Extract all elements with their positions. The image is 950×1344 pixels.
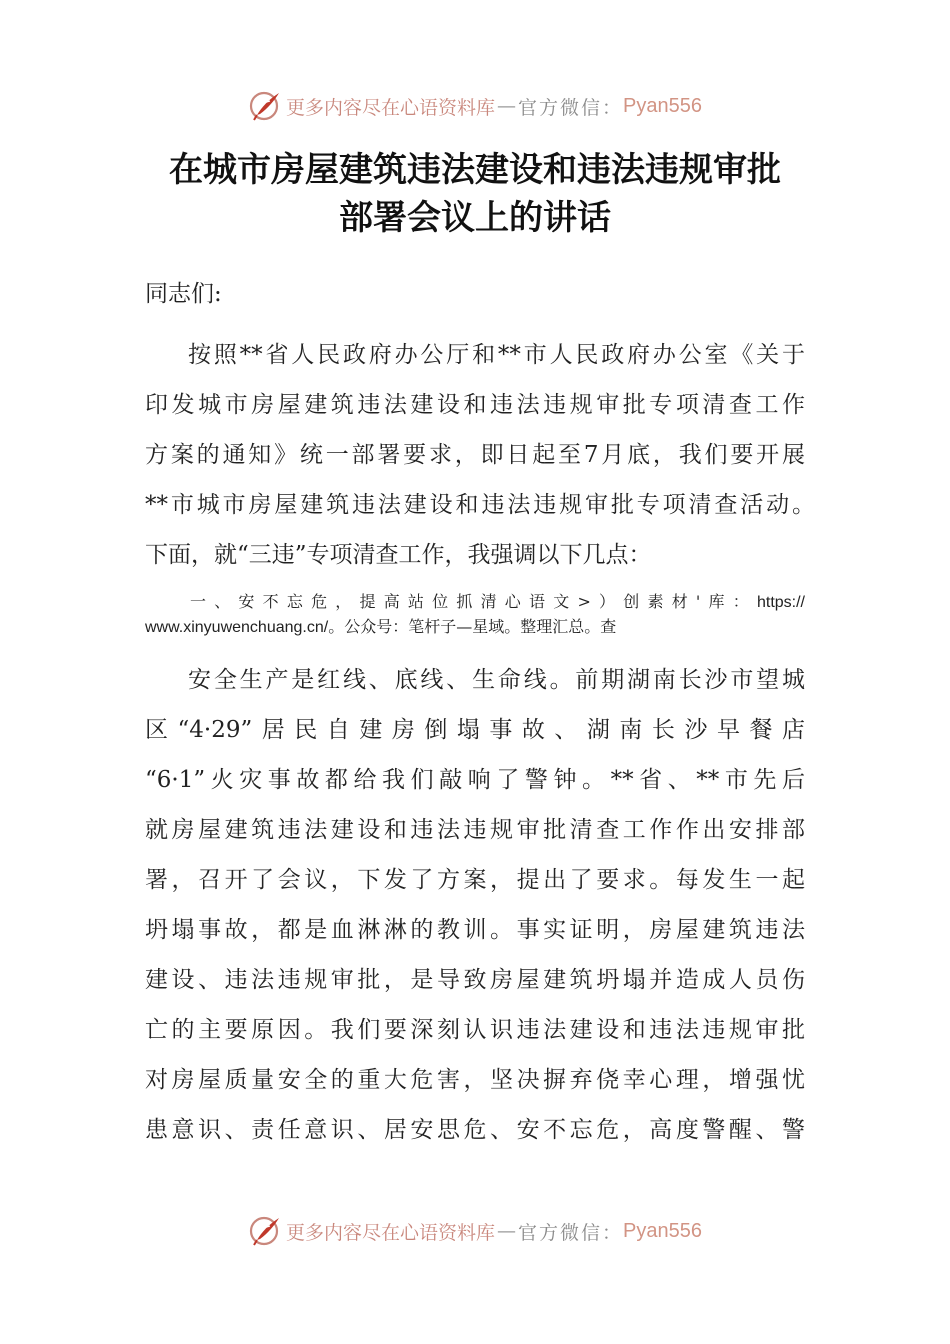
paragraph-2-line: 就房屋建筑违法建设和违法违规审批清查工作作出安排部	[145, 817, 805, 843]
quill-logo-icon	[248, 89, 282, 123]
watermark-brand: 更多内容尽在心语资料库	[286, 1221, 496, 1244]
watermark-separator: —	[497, 95, 517, 117]
paragraph-2-line: 患意识、责任意识、居安思危、安不忘危，高度警醒、警	[145, 1117, 805, 1143]
paragraph-2-line: 建设、违法违规审批，是导致房屋建筑坍塌并造成人员伤	[145, 967, 805, 993]
footer-watermark	[0, 1211, 950, 1251]
section-heading-note-line-1	[190, 591, 805, 614]
watermark-account: Pyan556	[623, 94, 702, 117]
section-heading-url-part: https://	[756, 594, 805, 611]
section-heading-note-line-2	[145, 616, 616, 639]
watermark-brand: 更多内容尽在心语资料库	[286, 96, 496, 119]
section-heading-url: www.xinyuwenchuang.cn/	[145, 619, 329, 636]
paragraph-1-line: 方案的通知》统一部署要求，即日起至7月底，我们要开展	[145, 442, 805, 468]
watermark-separator: —	[497, 1220, 517, 1242]
header-watermark	[0, 86, 950, 126]
paragraph-2-line: 对房屋质量安全的重大危害，坚决摒弃侥幸心理，增强忧	[145, 1067, 805, 1093]
paragraph-1-line: 印发城市房屋建筑违法建设和违法违规审批专项清查工作	[145, 392, 805, 418]
section-heading-text: 一、安不忘危，提高站位抓清心语文>）创素材'库：	[190, 592, 757, 611]
quill-logo-icon	[248, 1214, 282, 1248]
paragraph-2-line: 坍塌事故，都是血淋淋的教训。事实证明，房屋建筑违法	[145, 917, 805, 943]
watermark-wechat-label: 官方微信：	[518, 96, 624, 119]
paragraph-2-line: 亡的主要原因。我们要深刻认识违法建设和违法违规审批	[145, 1017, 805, 1043]
paragraph-2-line: 安全生产是红线、底线、生命线。前期湖南长沙市望城	[188, 667, 805, 693]
paragraph-2-line: 署，召开了会议，下发了方案，提出了要求。每发生一起	[145, 867, 805, 893]
watermark-account: Pyan556	[623, 1219, 702, 1242]
paragraph-1-line: 下面，就“三违”专项清查工作，我强调以下几点：	[145, 542, 652, 568]
paragraph-1-line: **市城市房屋建筑违法建设和违法违规审批专项清查活动。	[145, 492, 815, 518]
paragraph-2-line: “6·1”火灾事故都给我们敲响了警钟。**省、**市先后	[145, 767, 805, 793]
paragraph-2-line: 区“4·29”居民自建房倒塌事故、湖南长沙早餐店	[145, 717, 805, 743]
greeting: 同志们:	[145, 281, 222, 307]
document-title-line-2: 部署会议上的讲话	[339, 198, 611, 238]
paragraph-1-line: 按照**省人民政府办公厅和**市人民政府办公室《关于	[188, 342, 805, 368]
watermark-wechat-label: 官方微信：	[518, 1221, 624, 1244]
document-title-line-1: 在城市房屋建筑违法建设和违法违规审批	[169, 150, 781, 190]
section-heading-note-text: 。公众号：笔杆子—星域。整理汇总。查	[328, 617, 617, 636]
